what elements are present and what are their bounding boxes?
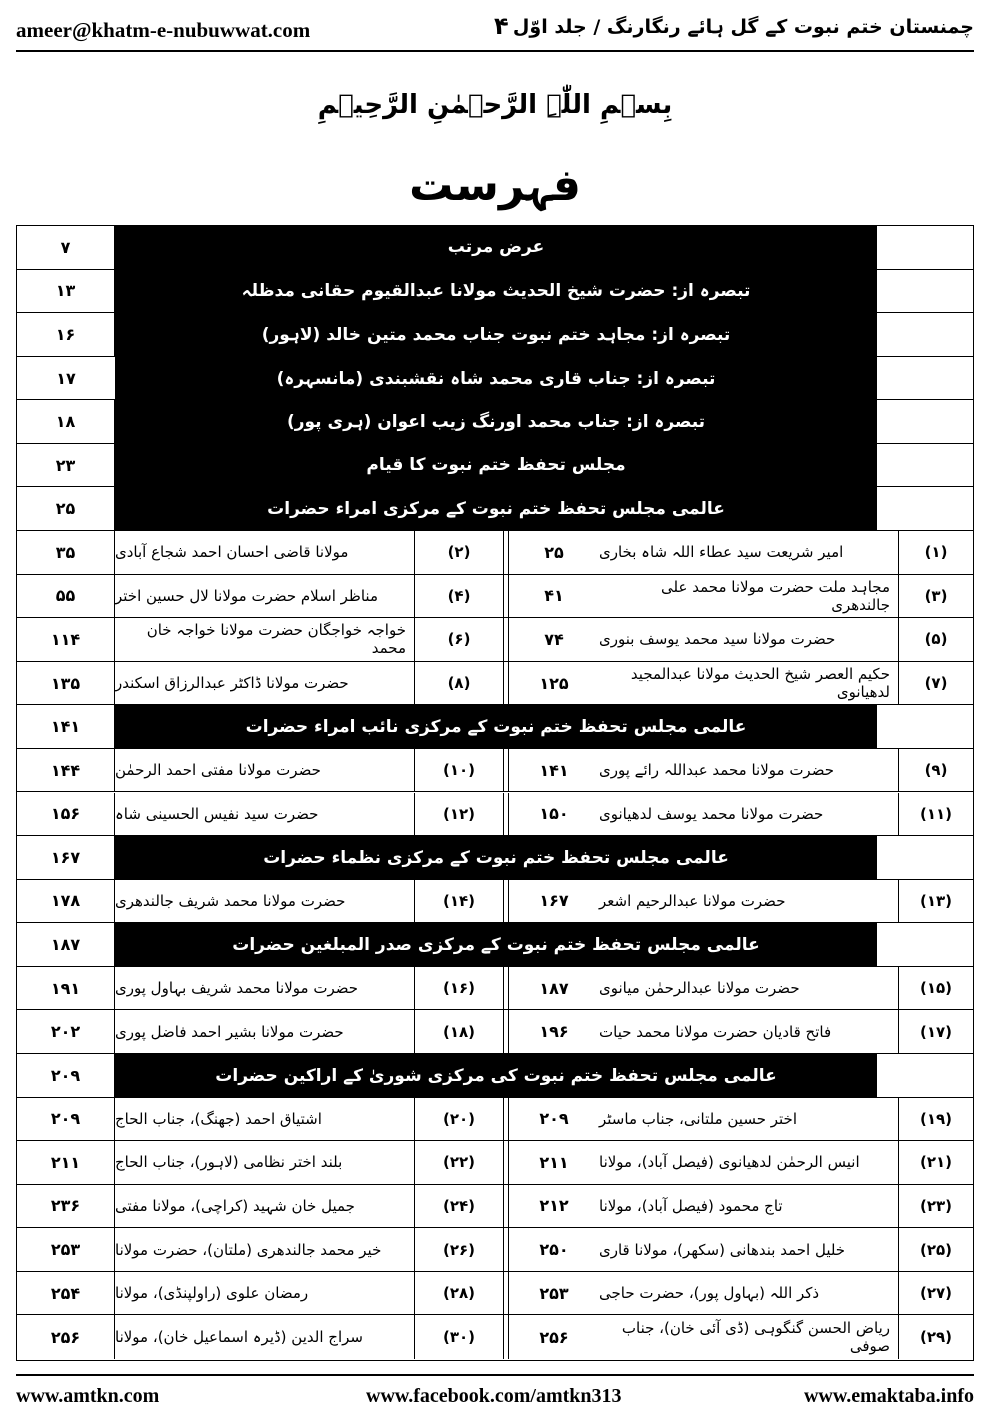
entry-page-number-1: ۱۴۱ bbox=[539, 760, 569, 780]
footer-divider bbox=[16, 1374, 974, 1376]
page-title: فہرست bbox=[409, 160, 581, 211]
entry-serial-1: (۵) bbox=[924, 630, 948, 649]
entry-serial-1: (۲۵) bbox=[919, 1240, 953, 1259]
section-blank-cell bbox=[877, 487, 973, 530]
entry-page-number-2: ۱۹۱ bbox=[17, 967, 115, 1010]
entry-page-number-1: ۲۵ bbox=[544, 542, 564, 562]
entry-name-2: بلند اختر نظامی (لاہور)، جناب الحاج bbox=[115, 1141, 415, 1184]
entry-serial-2: (۲۸) bbox=[442, 1284, 476, 1303]
entry-name-2: رمضان علوی (راولپنڈی)، مولانا bbox=[115, 1272, 415, 1315]
entry-page-number-2: ۱۷۸ bbox=[17, 880, 115, 923]
entry-page-number-2: ۲۵۶ bbox=[17, 1315, 115, 1359]
entry-serial-1: (۹) bbox=[924, 761, 948, 780]
entry-page-number-2: ۱۵۶ bbox=[17, 793, 115, 836]
toc-section-row[interactable] bbox=[17, 923, 973, 967]
section-blank-cell bbox=[877, 923, 973, 966]
entry-page-number-1: ۲۵۳ bbox=[539, 1283, 569, 1303]
entry-page-number-2: ۱۴۴ bbox=[17, 749, 115, 792]
entry-serial-2: (۱۸) bbox=[442, 1022, 476, 1041]
entry-serial-2: (۲۶) bbox=[442, 1240, 476, 1259]
toc-entry-row[interactable] bbox=[17, 1228, 973, 1272]
toc-section-row[interactable] bbox=[17, 1054, 973, 1098]
entry-name-1: حضرت مولانا محمد عبداللہ رائے پوری bbox=[599, 749, 899, 792]
toc-section-row[interactable] bbox=[17, 226, 973, 270]
entry-serial-1: (۲۱) bbox=[919, 1153, 953, 1172]
entry-serial-2: (۲۰) bbox=[442, 1109, 476, 1128]
entry-page-number-2: ۲۳۶ bbox=[17, 1185, 115, 1228]
entry-page-number-1: ۴۱ bbox=[544, 586, 564, 606]
toc-entry-row[interactable] bbox=[17, 531, 973, 575]
header-page-number: ۴ bbox=[494, 12, 509, 40]
entry-serial-1: (۱۱) bbox=[919, 804, 953, 823]
section-page-number: ۱۸ bbox=[17, 400, 115, 443]
entry-name-1: فاتح قادیان حضرت مولانا محمد حیات bbox=[599, 1010, 899, 1053]
entry-name-2: حضرت مولانا بشیر احمد فاضل پوری bbox=[115, 1010, 415, 1053]
section-blank-cell bbox=[877, 705, 973, 748]
section-heading: عالمی مجلس تحفظ ختم نبوت کے مرکزی صدر المبلغین حضرات bbox=[115, 923, 877, 966]
page-header bbox=[16, 10, 974, 50]
section-heading: عالمی مجلس تحفظ ختم نبوت کی مرکزی شوریٰ کے اراکین حضرات bbox=[115, 1054, 877, 1097]
section-heading: عالمی مجلس تحفظ ختم نبوت کے مرکزی نظماء حضرات bbox=[115, 836, 877, 879]
table-of-contents bbox=[16, 225, 974, 1361]
toc-entry-row[interactable] bbox=[17, 1010, 973, 1054]
entry-page-number-1: ۱۸۷ bbox=[539, 978, 569, 998]
entry-name-1: تاج محمود (فیصل آباد)، مولانا bbox=[599, 1185, 899, 1228]
toc-entry-row[interactable] bbox=[17, 575, 973, 619]
entry-page-number-1: ۱۵۰ bbox=[539, 804, 569, 824]
section-heading: مجلس تحفظ ختم نبوت کا قیام bbox=[115, 444, 877, 487]
section-page-number: ۲۳ bbox=[17, 444, 115, 487]
toc-entry-row[interactable] bbox=[17, 662, 973, 706]
entry-page-number-1: ۱۹۶ bbox=[539, 1022, 569, 1042]
toc-section-row[interactable] bbox=[17, 487, 973, 531]
section-heading: تبصرہ از: حضرت شیخ الحدیث مولانا عبدالقیوم حقانی مدظلہ bbox=[115, 270, 877, 313]
footer-link-right[interactable]: www.emaktaba.info bbox=[803, 1385, 974, 1407]
entry-page-number-2: ۱۱۴ bbox=[17, 618, 115, 661]
toc-entry-row[interactable] bbox=[17, 793, 973, 837]
entry-name-2: خیر محمد جالندھری (ملتان)، حضرت مولانا bbox=[115, 1228, 415, 1271]
entry-name-1: حضرت مولانا عبدالرحمٰن میانوی bbox=[599, 967, 899, 1010]
entry-name-2: سراج الدین (ڈیرہ اسماعیل خان)، مولانا bbox=[115, 1315, 415, 1359]
section-page-number: ۱۶ bbox=[17, 313, 115, 356]
toc-entry-row[interactable] bbox=[17, 749, 973, 793]
section-page-number: ۱۸۷ bbox=[17, 923, 115, 966]
section-heading: تبصرہ از: مجاہد ختم نبوت جناب محمد متین خالد (لاہور) bbox=[115, 313, 877, 356]
toc-section-row[interactable] bbox=[17, 313, 973, 357]
entry-serial-1: (۲۷) bbox=[919, 1284, 953, 1303]
toc-section-row[interactable] bbox=[17, 357, 973, 401]
entry-name-1: حکیم العصر شیخ الحدیث مولانا عبدالمجید لدھیانوی bbox=[599, 662, 899, 705]
entry-serial-2: (۲۴) bbox=[442, 1196, 476, 1215]
section-page-number: ۲۵ bbox=[17, 487, 115, 530]
toc-section-row[interactable] bbox=[17, 400, 973, 444]
section-blank-cell bbox=[877, 444, 973, 487]
entry-serial-2: (۱۴) bbox=[442, 891, 476, 910]
section-page-number: ۱۷ bbox=[56, 368, 76, 388]
entry-page-number-2: ۲۱۱ bbox=[17, 1141, 115, 1184]
header-book-title: چمنستان ختم نبوت کے گل ہائے رنگارنگ / جلد اوّل bbox=[512, 16, 974, 38]
page-footer bbox=[16, 1385, 974, 1411]
footer-link-left[interactable]: www.amtkn.com bbox=[16, 1385, 160, 1407]
entry-serial-1: (۱۵) bbox=[919, 979, 953, 998]
entry-serial-2: (۴) bbox=[447, 586, 471, 605]
header-email: ameer@khatm-e-nubuwwat.com bbox=[16, 18, 311, 42]
section-heading: عالمی مجلس تحفظ ختم نبوت کے مرکزی امراء حضرات bbox=[115, 487, 877, 530]
entry-page-number-2: ۲۰۲ bbox=[17, 1010, 115, 1053]
entry-name-1: انیس الرحمٰن لدھیانوی (فیصل آباد)، مولانا bbox=[599, 1141, 899, 1184]
toc-entry-row[interactable] bbox=[17, 618, 973, 662]
toc-entry-row[interactable] bbox=[17, 1315, 973, 1359]
entry-name-1: حضرت مولانا سید محمد یوسف بنوری bbox=[599, 618, 899, 661]
section-blank-cell bbox=[877, 357, 973, 400]
entry-serial-1: (۲۹) bbox=[919, 1328, 953, 1347]
section-heading: تبصرہ از: جناب قاری محمد شاہ نقشبندی (مانسہرہ) bbox=[115, 357, 877, 400]
entry-serial-2: (۲) bbox=[447, 543, 471, 562]
entry-name-1: ذکر اللہ (بہاول پور)، حضرت حاجی bbox=[599, 1272, 899, 1315]
entry-serial-1: (۱) bbox=[924, 543, 948, 562]
entry-page-number-1: ۲۵۶ bbox=[539, 1327, 569, 1347]
section-blank-cell bbox=[877, 1054, 973, 1097]
section-page-number: ۱۴۱ bbox=[17, 705, 115, 748]
entry-page-number-2: ۲۵۴ bbox=[17, 1272, 115, 1315]
entry-serial-1: (۷) bbox=[924, 674, 948, 693]
entry-serial-2: (۶) bbox=[447, 630, 471, 649]
entry-serial-1: (۳) bbox=[924, 586, 948, 605]
section-blank-cell bbox=[877, 226, 973, 269]
entry-page-number-2: ۳۵ bbox=[17, 531, 115, 574]
entry-serial-2: (۸) bbox=[447, 674, 471, 693]
entry-page-number-1: ۱۲۵ bbox=[539, 673, 569, 693]
entry-name-2: حضرت مولانا محمد شریف بہاول پوری bbox=[115, 967, 415, 1010]
entry-page-number-1: ۲۵۰ bbox=[539, 1240, 569, 1260]
toc-entry-row[interactable] bbox=[17, 1185, 973, 1229]
entry-page-number-1: ۷۴ bbox=[544, 629, 564, 649]
section-page-number: ۱۶۷ bbox=[17, 836, 115, 879]
toc-section-row[interactable] bbox=[17, 444, 973, 488]
section-page-number: ۷ bbox=[17, 226, 115, 269]
entry-serial-2: (۲۲) bbox=[442, 1153, 476, 1172]
entry-serial-2: (۱۲) bbox=[442, 804, 476, 823]
entry-serial-1: (۱۷) bbox=[919, 1022, 953, 1041]
toc-section-row[interactable] bbox=[17, 836, 973, 880]
entry-page-number-2: ۵۵ bbox=[17, 575, 115, 618]
entry-name-1: ریاض الحسن گنگوہی (ڈی آئی خان)، جناب صوفی bbox=[599, 1315, 899, 1359]
section-heading: عالمی مجلس تحفظ ختم نبوت کے مرکزی نائب امراء حضرات bbox=[115, 705, 877, 748]
entry-name-1: مجاہد ملت حضرت مولانا محمد علی جالندھری bbox=[599, 575, 899, 618]
toc-section-row[interactable] bbox=[17, 705, 973, 749]
section-blank-cell bbox=[877, 836, 973, 879]
header-divider bbox=[16, 50, 974, 52]
entry-name-2: جمیل خان شہید (کراچی)، مولانا مفتی bbox=[115, 1185, 415, 1228]
section-page-number: ۲۰۹ bbox=[17, 1054, 115, 1097]
toc-entry-row[interactable] bbox=[17, 1272, 973, 1316]
entry-name-1: حضرت مولانا عبدالرحیم اشعر bbox=[599, 880, 899, 923]
entry-name-1: اختر حسین ملتانی، جناب ماسٹر bbox=[599, 1098, 899, 1141]
toc-entry-row[interactable] bbox=[17, 1141, 973, 1185]
entry-page-number-1: ۲۰۹ bbox=[539, 1109, 569, 1129]
toc-entry-row[interactable] bbox=[17, 880, 973, 924]
entry-name-2: حضرت سید نفیس الحسینی شاہ bbox=[115, 793, 415, 836]
section-heading: عرض مرتب bbox=[115, 226, 877, 269]
entry-name-2: حضرت مولانا محمد شریف جالندھری bbox=[115, 880, 415, 923]
section-heading: تبصرہ از: جناب محمد اورنگ زیب اعوان (ہری پور) bbox=[115, 400, 877, 443]
section-blank-cell bbox=[877, 313, 973, 356]
entry-name-2: اشتیاق احمد (جھنگ)، جناب الحاج bbox=[115, 1098, 415, 1141]
toc-section-row[interactable] bbox=[17, 270, 973, 314]
entry-name-1: امیر شریعت سید عطاء اللہ شاہ بخاری bbox=[599, 531, 899, 574]
entry-serial-2: (۱۶) bbox=[442, 979, 476, 998]
entry-page-number-2: ۲۰۹ bbox=[17, 1098, 115, 1141]
entry-name-2: حضرت مولانا مفتی احمد الرحمٰن bbox=[115, 749, 415, 792]
entry-page-number-2: ۱۳۵ bbox=[17, 662, 115, 705]
entry-serial-2: (۳۰) bbox=[442, 1328, 476, 1347]
entry-page-number-1: ۲۱۱ bbox=[539, 1152, 569, 1172]
entry-page-number-2: ۲۵۳ bbox=[17, 1228, 115, 1271]
toc-entry-row[interactable] bbox=[17, 1098, 973, 1142]
entry-name-2: حضرت مولانا ڈاکٹر عبدالرزاق اسکندر bbox=[115, 662, 415, 705]
section-blank-cell bbox=[877, 270, 973, 313]
entry-page-number-1: ۱۶۷ bbox=[539, 891, 569, 911]
entry-name-1: خلیل احمد بندھانی (سکھر)، مولانا قاری bbox=[599, 1228, 899, 1271]
entry-name-1: حضرت مولانا محمد یوسف لدھیانوی bbox=[599, 793, 899, 836]
footer-link-center[interactable]: www.facebook.com/amtkn313 bbox=[366, 1385, 622, 1407]
entry-serial-1: (۲۳) bbox=[919, 1196, 953, 1215]
entry-serial-1: (۱۳) bbox=[919, 891, 953, 910]
entry-name-2: خواجہ خواجگان حضرت مولانا خواجہ خان محمد bbox=[115, 618, 415, 661]
entry-serial-2: (۱۰) bbox=[442, 761, 476, 780]
entry-name-2: مولانا قاضی احسان احمد شجاع آبادی bbox=[115, 531, 415, 574]
bismillah: بِسۡمِ اللّٰہِ الرَّحۡمٰنِ الرَّحِیۡمِ bbox=[317, 90, 673, 120]
toc-entry-row[interactable] bbox=[17, 967, 973, 1011]
section-page-number: ۱۳ bbox=[17, 270, 115, 313]
section-blank-cell bbox=[877, 400, 973, 443]
entry-page-number-1: ۲۱۲ bbox=[539, 1196, 569, 1216]
entry-name-2: مناظر اسلام حضرت مولانا لال حسین اختر bbox=[115, 575, 415, 618]
entry-serial-1: (۱۹) bbox=[919, 1109, 953, 1128]
